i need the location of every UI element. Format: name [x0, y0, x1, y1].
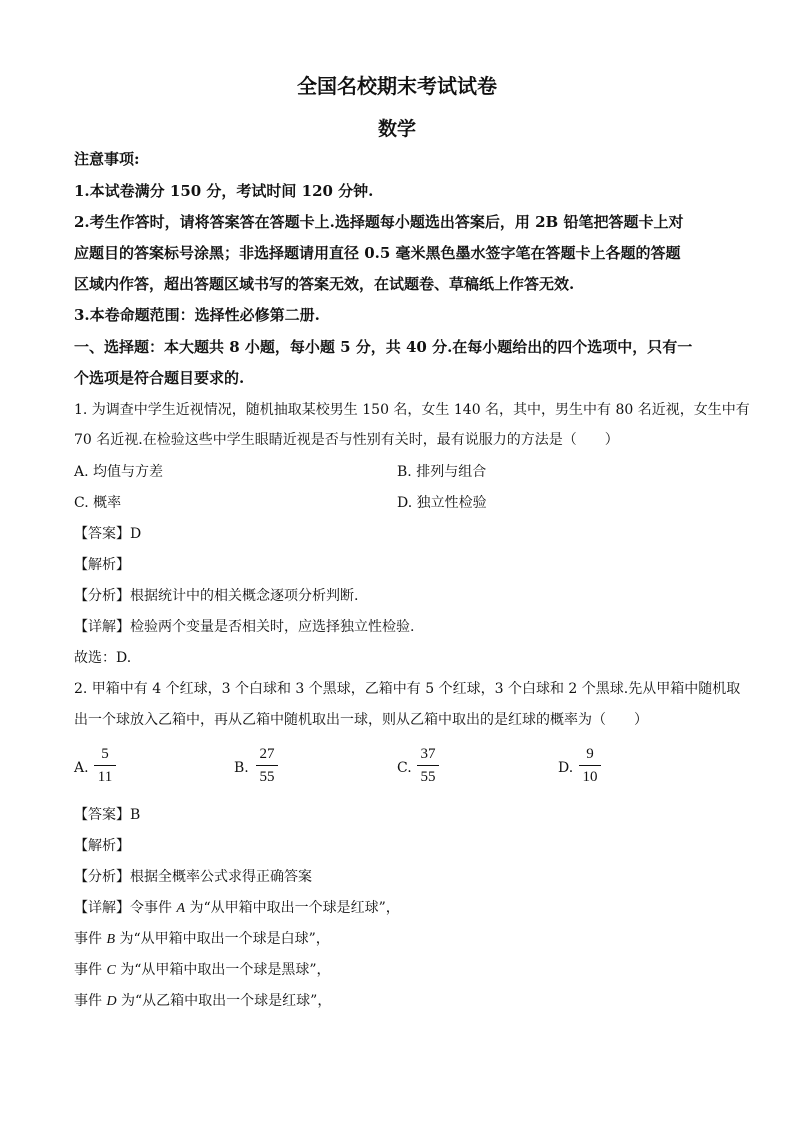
q2-option-c-fraction — [415, 744, 441, 787]
q2-option-b-numerator: 27 — [259, 746, 275, 762]
q2-option-a-label: A. — [74, 760, 89, 776]
q2-option-d-denominator: 10 — [582, 769, 598, 785]
q2-event-d — [74, 992, 331, 1011]
q2-option-b-denominator: 55 — [259, 769, 275, 785]
section-heading-line-2: 个选项是符合题目要求的. — [74, 369, 245, 387]
q2-option-a-denominator: 11 — [97, 769, 113, 785]
section-heading-line-1: 一、选择题：本大题共 8 小题，每小题 5 分，共 40 分.在每小题给出的四个选项中，只有一 — [74, 338, 693, 356]
q1-stem-line-1: 1. 为调查中学生近视情况，随机抽取某校男生 150 名，女生 140 名，其中，男生中有 80 名近视，女生中有 — [74, 402, 750, 418]
event-b-variable: B — [106, 932, 116, 947]
q1-option-c: C. 概率 — [74, 495, 122, 511]
q2-option-d-fraction — [577, 744, 603, 787]
q2-event-c — [74, 961, 331, 980]
q2-event-c-suffix: 为“从甲箱中取出一个球是黑球”， — [115, 962, 331, 978]
q1-option-b: B. 排列与组合 — [397, 464, 487, 480]
fraction-bar — [417, 765, 439, 766]
q1-analysis-tag: 【解析】 — [74, 557, 130, 573]
fraction-bar — [94, 765, 116, 766]
q2-analysis: 【分析】根据全概率公式求得正确答案 — [74, 869, 312, 885]
fraction-bar — [579, 765, 601, 766]
q2-stem-line-2: 出一个球放入乙箱中，再从乙箱中随机取出一球，则从乙箱中取出的是红球的概率为（ ） — [74, 712, 648, 728]
note-item-3: 3.本卷命题范围：选择性必修第二册. — [74, 306, 320, 324]
q2-option-a-numerator: 5 — [101, 746, 109, 762]
q2-event-b-suffix: 为“从甲箱中取出一个球是白球”， — [115, 931, 330, 947]
q1-stem-line-2: 70 名近视.在检验这些中学生眼睛近视是否与性别有关时，最有说服力的方法是（ ） — [74, 432, 619, 448]
q1-conclusion: 故选：D. — [74, 650, 132, 666]
q2-option-c-label: C. — [397, 760, 412, 776]
q2-option-b-fraction — [254, 744, 280, 787]
q1-option-d: D. 独立性检验 — [397, 495, 487, 511]
q2-event-b — [74, 930, 330, 949]
q1-option-a: A. 均值与方差 — [74, 464, 164, 480]
notes-heading: 注意事项: — [74, 150, 140, 168]
q2-event-c-prefix: 事件 — [74, 962, 107, 978]
q2-option-b-label: B. — [234, 760, 249, 776]
event-d-variable: D — [106, 994, 117, 1009]
q2-analysis-tag: 【解析】 — [74, 838, 130, 854]
note-item-1: 1.本试卷满分 150 分，考试时间 120 分钟. — [74, 182, 374, 200]
q1-detail: 【详解】检验两个变量是否相关时，应选择独立性检验. — [74, 619, 415, 635]
exam-title: 全国名校期末考试试卷 — [297, 74, 497, 98]
q2-option-d-numerator: 9 — [586, 746, 594, 762]
q2-event-d-suffix: 为“从乙箱中取出一个球是红球”， — [116, 993, 332, 1009]
q1-answer: 【答案】D — [74, 526, 142, 542]
q2-option-c-numerator: 37 — [420, 746, 436, 762]
q2-option-a-fraction — [92, 744, 118, 787]
event-a-variable: A — [176, 901, 186, 916]
q2-event-b-prefix: 事件 — [74, 931, 107, 947]
subject-title: 数学 — [377, 118, 416, 140]
q2-detail — [74, 899, 400, 918]
q2-event-d-prefix: 事件 — [74, 993, 107, 1009]
event-c-variable: C — [106, 963, 116, 978]
note-item-2-line-2: 应题目的答案标号涂黑；非选择题请用直径 0.5 毫米黑色墨水签字笔在答题卡上各题的答题 — [74, 244, 681, 262]
q2-option-d-label: D. — [558, 760, 574, 776]
q2-detail-suffix: 为“从甲箱中取出一个球是红球”， — [185, 900, 400, 916]
q2-option-c-denominator: 55 — [420, 769, 436, 785]
q2-stem-line-1: 2. 甲箱中有 4 个红球，3 个白球和 3 个黑球，乙箱中有 5 个红球，3 个白球和 2 个黑球.先从甲箱中随机取 — [74, 681, 741, 697]
note-item-2-line-1: 2.考生作答时，请将答案答在答题卡上.选择题每小题选出答案后，用 2B 铅笔把答题卡上对 — [74, 213, 684, 231]
fraction-bar — [256, 765, 278, 766]
note-item-2-line-3: 区域内作答，超出答题区域书写的答案无效，在试题卷、草稿纸上作答无效. — [74, 275, 575, 293]
q2-detail-prefix: 【详解】令事件 — [74, 900, 177, 916]
q2-answer: 【答案】B — [74, 807, 141, 823]
q1-analysis: 【分析】根据统计中的相关概念逐项分析判断. — [74, 588, 359, 604]
